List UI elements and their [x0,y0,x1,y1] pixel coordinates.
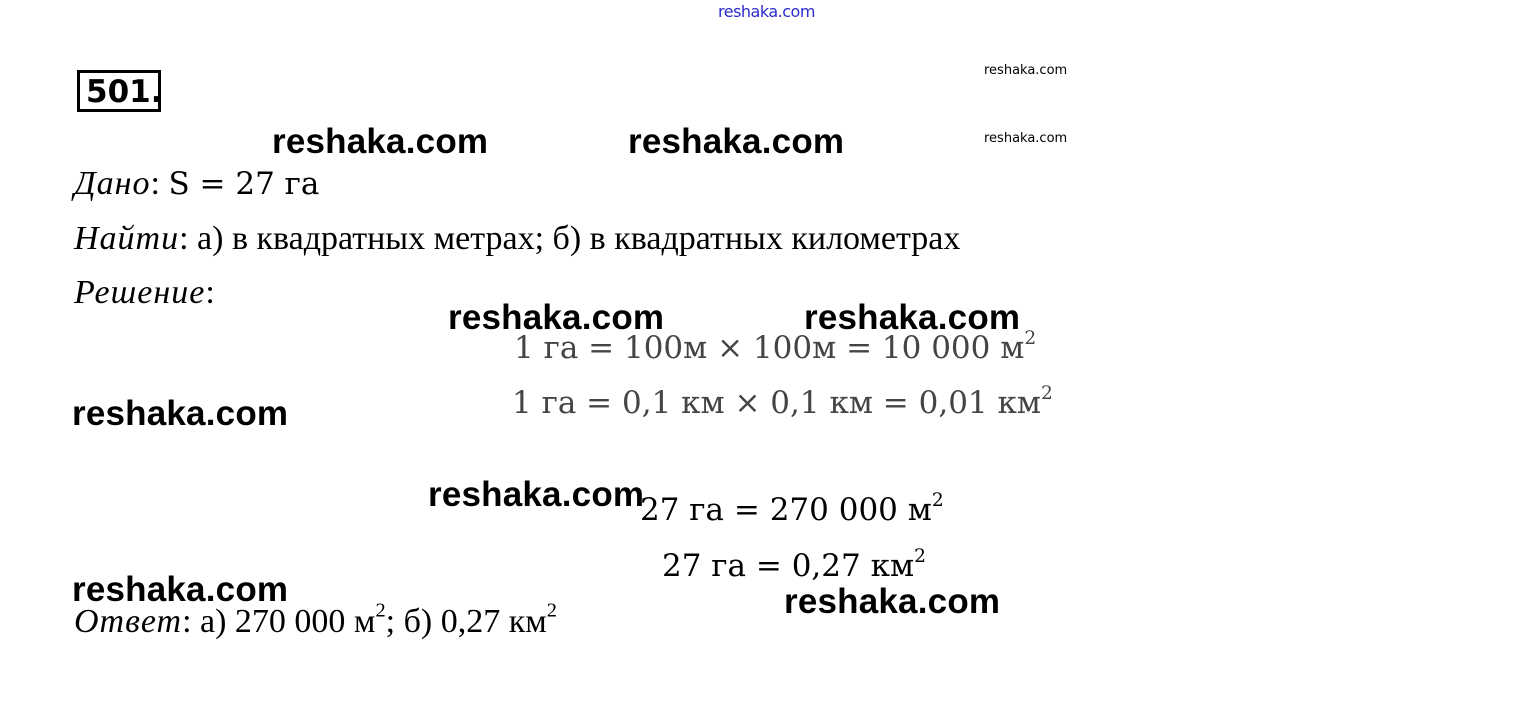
given-label: Дано [74,165,151,202]
equation-3-exp: 2 [931,490,944,512]
watermark: reshaka.com [448,298,665,337]
find-label: Найти [74,220,180,257]
equation-4 [662,548,926,584]
solution-label: Решение [74,274,206,311]
watermark: reshaka.com [428,475,645,514]
equation-3 [640,492,944,528]
watermark-small: reshaka.com [984,131,1068,146]
watermark: reshaka.com [804,298,1021,337]
watermark-small: reshaka.com [984,63,1068,78]
find-text: : а) в квадратных метрах; б) в квадратных километрах [179,220,961,257]
watermark: reshaka.com [628,122,845,161]
equation-2-text: 1 га = 0,1 км × 0,1 км = 0,01 км [512,385,1041,421]
equation-4-exp: 2 [914,546,926,568]
equation-1 [514,330,1036,366]
solution-sep: : [205,274,215,311]
given-line [74,165,319,203]
site-label[interactable]: reshaka.com [718,2,815,21]
find-line [74,220,960,258]
solution-line [74,274,215,312]
watermark: reshaka.com [784,582,1001,621]
answer-line [74,599,557,641]
given-value: S = 27 га [168,166,320,202]
watermark: reshaka.com [72,570,289,609]
equation-1-text: 1 га = 100м × 100м = 10 000 м [514,330,1025,366]
answer-part-b-exp: 2 [546,599,557,622]
watermark: reshaka.com [72,394,289,433]
answer-part-a: : а) 270 000 м [182,603,376,640]
problem-number: 501. [77,70,161,112]
answer-label: Ответ [74,603,183,640]
equation-2 [512,385,1053,421]
equation-1-exp: 2 [1024,328,1037,350]
equation-3-text: 27 га = 270 000 м [640,492,932,528]
answer-part-b: ; б) 0,27 км [385,603,547,640]
equation-2-exp: 2 [1041,383,1053,405]
watermark: reshaka.com [272,122,489,161]
equation-4-text: 27 га = 0,27 км [662,548,915,584]
answer-part-a-exp: 2 [375,599,386,622]
given-sep: : [150,165,169,202]
